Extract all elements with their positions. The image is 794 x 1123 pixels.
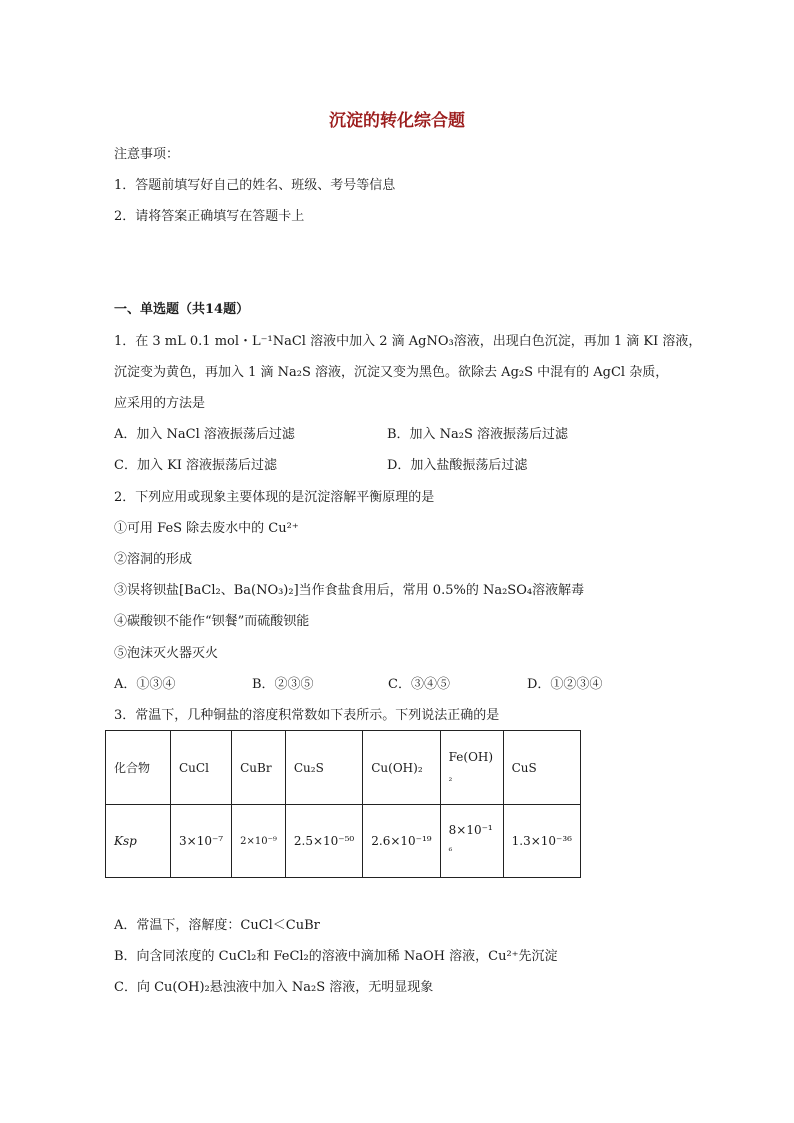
q3-option-a: A．常温下，溶解度：CuCl＜CuBr: [114, 918, 320, 933]
q1-option-d: D．加入盐酸振荡后过滤: [387, 458, 528, 473]
q3-option-c: C．向 Cu(OH)₂悬浊液中加入 Na₂S 溶液，无明显现象: [114, 980, 434, 995]
q1-stem-line-2: 沉淀变为黄色，再加入 1 滴 Na₂S 溶液，沉淀又变为黑色。欲除去 Ag₂S 中混有的 AgCl 杂质，: [114, 365, 669, 380]
table-cell: 2×10⁻⁹: [232, 805, 286, 878]
table-cell: Cu₂S: [285, 731, 362, 805]
table-cell: CuBr: [232, 731, 286, 805]
table-cell: 3×10⁻⁷: [171, 805, 232, 878]
q2-option-b: B．②③⑤: [252, 677, 314, 692]
section-heading: 一、单选题（共14题）: [114, 302, 250, 317]
table-header-row: [106, 731, 581, 805]
table-cell: CuS: [503, 731, 580, 805]
table-cell: 化合物: [106, 731, 171, 805]
table-cell-line: Fe(OH): [448, 749, 494, 764]
ksp-table: [105, 730, 581, 878]
notes-item-2: 2．请将答案正确填写在答题卡上: [114, 209, 305, 224]
notes-heading: 注意事项：: [114, 147, 180, 162]
notes-item-1: 1．答题前填写好自己的姓名、班级、考号等信息: [114, 178, 396, 193]
table-cell-line: 8×10⁻¹: [448, 823, 493, 837]
q2-option-a: A．①③④: [114, 677, 176, 692]
q2-item-4: ④碳酸钡不能作“钡餐”而硫酸钡能: [114, 614, 310, 629]
q1-option-c: C．加入 KI 溶液振荡后过滤: [114, 458, 278, 473]
q1-option-b: B．加入 Na₂S 溶液振荡后过滤: [387, 427, 569, 442]
q1-option-a: A．加入 NaCl 溶液振荡后过滤: [114, 427, 295, 442]
table-cell: CuCl: [171, 731, 232, 805]
table-cell: 1.3×10⁻³⁶: [503, 805, 580, 878]
q2-option-c: C．③④⑤: [388, 677, 450, 692]
table-cell: [440, 731, 503, 805]
table-cell: Ksp: [106, 805, 171, 878]
table-cell: 2.5×10⁻⁵⁰: [285, 805, 362, 878]
q1-stem-line-1: 1．在 3 mL 0.1 mol・L⁻¹NaCl 溶液中加入 2 滴 AgNO₃溶液，出现白色沉淀，再加 1 滴 KI 溶液，: [114, 334, 702, 349]
q2-item-5: ⑤泡沫灭火器灭火: [114, 646, 219, 661]
q3-stem: 3．常温下，几种铜盐的溶度积常数如下表所示。下列说法正确的是: [114, 708, 500, 723]
q2-option-d: D．①②③④: [527, 677, 603, 692]
table-cell: 2.6×10⁻¹⁹: [363, 805, 440, 878]
q2-item-1: ①可用 FeS 除去废水中的 Cu²⁺: [114, 521, 299, 536]
q1-stem-line-3: 应采用的方法是: [114, 396, 206, 411]
q2-item-2: ②溶洞的形成: [114, 552, 193, 567]
table-cell: Cu(OH)₂: [363, 731, 440, 805]
page-title: 沉淀的转化综合题: [329, 111, 465, 131]
table-row: [106, 805, 581, 878]
table-cell-line: ₂: [448, 773, 453, 784]
q3-option-b: B．向含同浓度的 CuCl₂和 FeCl₂的溶液中滴加稀 NaOH 溶液，Cu²⁺先沉淀: [114, 949, 558, 964]
table-cell: [440, 805, 503, 878]
table-cell-line: ⁶: [448, 847, 453, 857]
q2-item-3: ③误将钡盐[BaCl₂、Ba(NO₃)₂]当作食盐食用后，常用 0.5%的 Na₂SO₄溶液解毒: [114, 583, 585, 598]
q2-stem: 2．下列应用或现象主要体现的是沉淀溶解平衡原理的是: [114, 490, 435, 505]
